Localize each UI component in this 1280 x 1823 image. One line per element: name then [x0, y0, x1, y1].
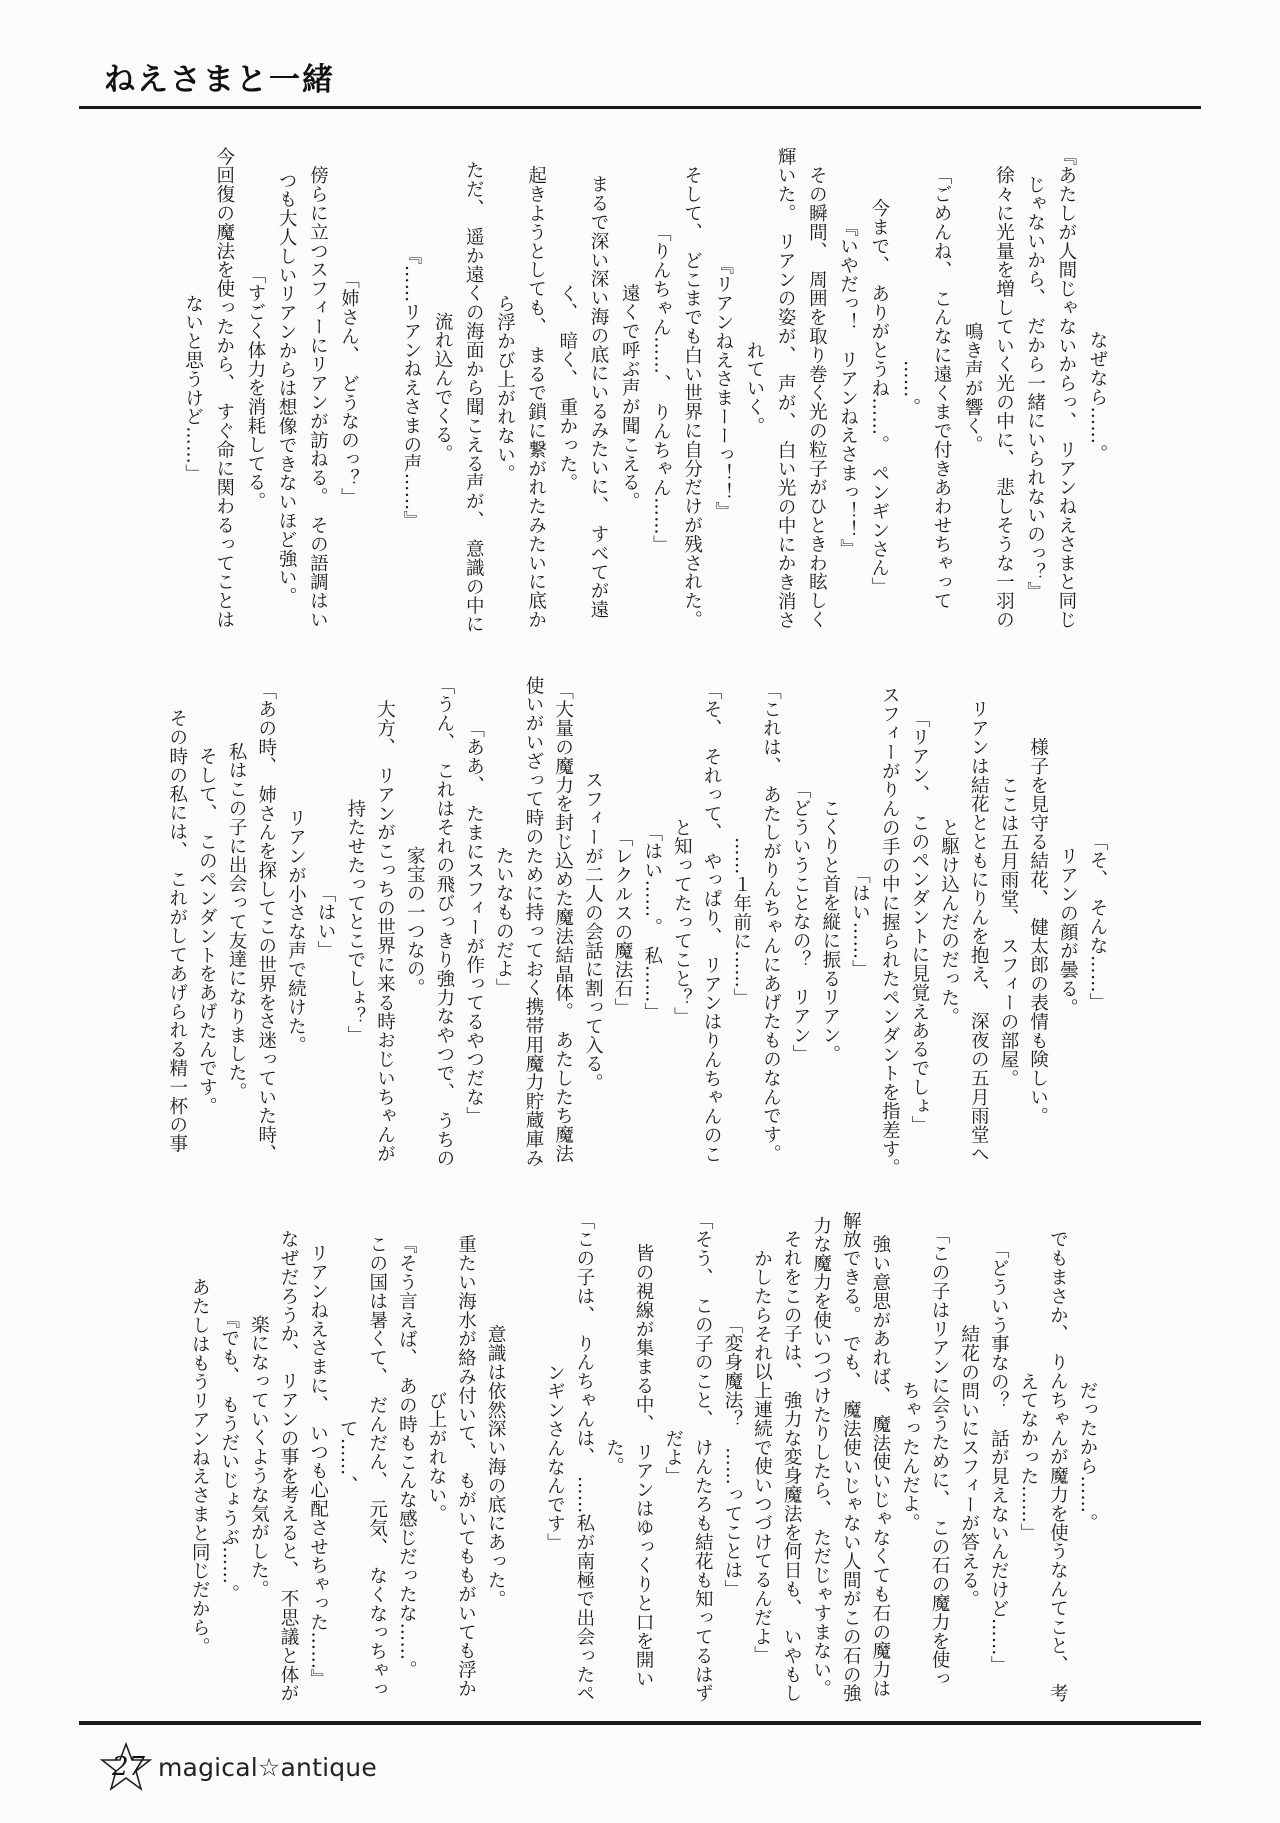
line-text: あたしはもうリアンねえさまと同じだから。: [189, 1258, 211, 1656]
line-text: 『あたしが人間じゃないからっ、 リアンねえさまと同じ: [1055, 146, 1077, 630]
text-line: [638, 145, 672, 631]
text-line: [631, 677, 661, 1167]
text-line: [919, 145, 953, 631]
line-text: 家宝の一つなの。: [404, 846, 426, 998]
line-text: 『……リアンねえさまの声……』: [400, 246, 422, 530]
text-line: [453, 677, 483, 1167]
line-text: 重たい海水が絡み付いて、 もがいてももがいても浮か: [455, 1215, 477, 1699]
page-footer: [98, 1742, 377, 1792]
text-line: [245, 677, 275, 1167]
text-line: [420, 145, 454, 631]
text-line: [898, 677, 928, 1167]
text-line: [794, 145, 828, 631]
line-text: 「うん、 これはそれの飛びっきり強力なやつで、 うちの: [433, 676, 455, 1168]
header-rule: [79, 106, 1201, 109]
text-line: [386, 1212, 416, 1702]
line-text: 「そ、 それって、 やっぱり、 リアンはりんちゃんのこ: [701, 680, 723, 1164]
text-line: [682, 1212, 712, 1702]
line-text: ら浮かび上がれない。: [494, 293, 516, 483]
line-text: なぜなら……。: [1087, 312, 1108, 464]
text-block-top: [170, 142, 1108, 634]
text-line: [202, 145, 233, 631]
line-text: 『そう言えば、 あの時もこんな感じだったな……。: [396, 1234, 418, 1680]
text-line: [275, 677, 305, 1167]
text-line: [741, 1212, 771, 1702]
line-text: 強い意思があれば、 魔法使いじゃなくても石の魔力は: [869, 1215, 891, 1699]
page-number: 27: [112, 1752, 146, 1782]
text-line: [750, 677, 780, 1167]
text-line: [483, 677, 513, 1167]
line-text: だよ」: [662, 1428, 684, 1486]
line-text: ただ、 遥か遠くの海面から聞こえる声が、 意識の中に: [463, 142, 485, 634]
line-text: 「あの時、 姉さんを探してこの世界をさ迷っていた時、: [255, 680, 277, 1164]
line-text: だったから……。: [1077, 1381, 1098, 1533]
line-text: 「そう、 この子のこと、 けんたろも結花も知ってるはず: [692, 1211, 714, 1703]
line-text: 「姉さん、 どうなのっ？」: [338, 269, 360, 507]
line-text: ここは五月雨堂、 スフィーの部屋。: [997, 756, 1019, 1088]
text-line: [264, 145, 298, 631]
line-text: た。: [603, 1438, 625, 1476]
line-text: えてなかった……」: [1017, 1371, 1039, 1543]
text-line: [364, 677, 394, 1167]
text-line: [1044, 145, 1075, 631]
line-text: 「はい」: [315, 884, 337, 960]
line-text: つも大人しいリアンからは想像できないほど強い。: [276, 170, 298, 606]
line-text: まるで深い深い海の底にいるみたいに、 すべてが遠: [588, 156, 609, 620]
text-line: [859, 1212, 889, 1702]
text-line: [542, 677, 572, 1167]
text-line: [623, 1212, 653, 1702]
text-line: [987, 677, 1017, 1167]
line-text: じゃないから、 だから一緒にいられないのっ？』: [1024, 175, 1046, 601]
text-line: [563, 1212, 593, 1702]
text-line: [948, 1212, 978, 1702]
line-text: 「ああ、 たまにスフィーが作ってるやつだな」: [463, 718, 485, 1126]
line-text: リアンねえさまに、 いつも心配させちゃった……』: [307, 1225, 329, 1689]
text-line: [732, 145, 763, 631]
text-line: [825, 145, 859, 631]
line-text: と知ってたってこと？」: [671, 818, 693, 1026]
line-text: れていく。: [743, 340, 765, 436]
text-line: [513, 145, 547, 631]
line-text: 遠くで呼ぶ声が聞こえる。: [619, 265, 641, 511]
text-line: [830, 1212, 860, 1702]
line-text: 今まで、 ありがとうね……。 ペンギンさん」: [868, 179, 890, 597]
text-line: [327, 1212, 357, 1702]
text-line: [572, 677, 602, 1167]
line-text: かしたらそれ以上連続で使いつづけてるんだよ」: [751, 1249, 773, 1665]
line-text: 持たせたってとこでしょ？」: [344, 799, 366, 1045]
text-line: [981, 145, 1015, 631]
text-line: [958, 677, 988, 1167]
line-text: 『いやだっ！ リアンねえさまっ！！』: [837, 217, 859, 559]
line-text: スフィーがりんの手の中に握られたペンダントを指差す。: [879, 666, 901, 1178]
line-text: 「すごく体力を消耗してる。: [244, 265, 266, 511]
line-text: 「ごめんね、 こんなに遠くまで付きあわせちゃって: [931, 165, 953, 611]
text-line: [839, 677, 869, 1167]
text-line: [809, 677, 839, 1167]
text-line: [451, 142, 485, 634]
text-line: [1076, 677, 1106, 1167]
text-line: [512, 677, 542, 1167]
text-line: [304, 677, 337, 1167]
text-line: [267, 1212, 297, 1702]
line-text: リアンの顔が曇る。: [1057, 827, 1079, 1017]
text-line: [326, 145, 360, 631]
text-line: [1007, 1212, 1037, 1702]
line-text: この国は暑くて、 だんだん、 元気、 なくなっちゃっ: [366, 1215, 388, 1699]
text-line: [423, 677, 453, 1167]
blank-line: [504, 1212, 534, 1702]
text-line: [208, 1212, 238, 1702]
text-line: [928, 677, 958, 1167]
text-line: [1012, 145, 1046, 631]
line-text: こくりと首を縦に振るリアン。: [819, 780, 841, 1064]
line-text: 皆の視線が集まる中、 リアンはゆっくりと口を開い: [633, 1225, 655, 1689]
text-line: [475, 1212, 505, 1702]
line-text: その瞬間、 周囲を取り巻く光の粒子がひときわ眩しく: [806, 146, 828, 630]
page-number-badge: [98, 1742, 154, 1792]
line-text: 様子を見守る結花、 健太郎の表情も険しい。: [1027, 718, 1049, 1126]
line-text: ……。: [899, 359, 921, 417]
line-text: 「はい……。 私……」: [641, 822, 663, 1022]
text-line: [888, 145, 919, 631]
text-line: [593, 1212, 623, 1702]
text-line: [445, 1212, 475, 1702]
text-line: [156, 677, 186, 1167]
text-line: [1066, 1212, 1096, 1702]
line-text: スフィーが二人の会話に割って入る。: [582, 751, 604, 1093]
line-text: 使いがいざって時のために持っておく携帯用魔力貯蔵庫み: [522, 676, 544, 1168]
text-line: [869, 666, 901, 1178]
line-text: 「大量の魔力を封じ込めた魔法結晶体。 あたしたち魔法: [552, 680, 574, 1164]
text-line: [918, 1212, 951, 1702]
line-text: 結花の問いにスフィーが答える。: [958, 1305, 980, 1609]
text-line: [779, 677, 812, 1167]
text-line: [763, 145, 797, 631]
text-line: [770, 1211, 803, 1703]
text-line: [482, 145, 516, 631]
line-text: て……、: [337, 1419, 359, 1495]
text-line: [711, 1212, 741, 1702]
line-text: ンギンさんなんです」: [544, 1362, 566, 1552]
line-text: ないと思うけど……」: [182, 293, 204, 483]
text-line: [690, 677, 723, 1167]
text-line: [978, 1212, 1008, 1702]
line-text: 力な魔力を使いつづけたりしたら、 ただじゃすまない。: [810, 1215, 832, 1699]
text-line: [170, 145, 204, 631]
text-line: [1037, 1212, 1067, 1702]
blank-line: [358, 145, 389, 631]
text-line: [1075, 145, 1106, 631]
text-line: [238, 1212, 268, 1702]
line-text: そして、 どこまでも白い世界に自分だけが残された。: [681, 146, 703, 630]
publication-name: magical☆antique: [158, 1752, 377, 1782]
text-line: [607, 145, 641, 631]
text-line: [389, 145, 420, 631]
text-block-bottom: [179, 1212, 1096, 1702]
text-line: [601, 677, 631, 1167]
line-text: 『リアンねえさまーーっ！！』: [712, 255, 734, 521]
text-line: [889, 1212, 919, 1702]
footer-rule: [79, 1721, 1201, 1725]
line-text: 「どういうことなの？ リアン」: [790, 780, 812, 1064]
line-text: 流れ込んでくる。: [432, 312, 454, 464]
text-line: [720, 677, 750, 1167]
line-text: ちゃったんだよ。: [899, 1381, 921, 1533]
line-text: 起きようとしても、 まるで鎖に繋がれたみたいに底か: [525, 146, 547, 630]
chapter-title: ねえさまと一緒: [104, 62, 335, 98]
text-line: [394, 677, 424, 1167]
line-text: 「この子はリアンに会うために、 この石の魔力を使っ: [929, 1225, 951, 1689]
line-text: 「これは、 あたしがりんちゃんにあげたものなんです。: [760, 680, 782, 1164]
text-line: [534, 1212, 564, 1702]
text-line: [356, 1212, 386, 1702]
line-text: 「はい……」: [849, 865, 871, 979]
line-text: く、 暗く、 重かった。: [556, 283, 578, 493]
text-line: [233, 145, 264, 631]
text-line: [297, 1212, 327, 1702]
line-text: リアンが小さな声で続けた。: [285, 789, 307, 1055]
line-text: 「変身魔法？ ……ってことは」: [721, 1315, 743, 1599]
line-text: 『でも、 もうだいじょうぶ……。: [218, 1310, 240, 1604]
line-text: 鳴き声が響く。: [962, 321, 984, 455]
line-text: と駆け込んだのだった。: [938, 818, 960, 1026]
line-text: 解放できる。 でも、 魔法使いじゃない人間がこの石の強: [840, 1211, 862, 1703]
text-line: [652, 1212, 682, 1702]
line-text: 「レクルスの魔法石」: [612, 827, 633, 1017]
text-line: [545, 145, 576, 631]
line-text: 徐々に光量を増していく光の中に、 悲しそうな一羽の: [993, 146, 1015, 630]
text-line: [186, 677, 216, 1167]
line-text: 輝いた。 リアンの姿が、 声が、 白い光の中にかき消さ: [775, 146, 797, 630]
line-text: 「リアン、 このペンダントに見覚えあるでしょ」: [908, 709, 930, 1135]
line-text: 今回復の魔法を使ったから、 すぐ命に関わるってことは: [213, 146, 235, 630]
text-line: [661, 677, 691, 1167]
line-text: 「どういう事なの？ 話が見えないんだけど……」: [988, 1239, 1010, 1675]
text-line: [669, 145, 703, 631]
text-line: [334, 677, 364, 1167]
text-line: [576, 145, 607, 631]
line-text: 意識は依然深い海の底にあった。: [485, 1305, 507, 1609]
text-line: [1047, 677, 1077, 1167]
line-text: 大方、 リアンがこっちの世界に来る時おじいちゃんが: [374, 680, 396, 1164]
line-text: 私はこの子に出会って友達になりました。: [226, 742, 248, 1102]
line-text: ……１年前に……」: [730, 836, 752, 1008]
text-line: [701, 145, 732, 631]
text-line: [857, 145, 888, 631]
line-text: 傍らに立つスフィーにリアンが訪ねる。 その語調はい: [307, 146, 329, 630]
line-text: そして、 このペンダントをあげたんです。: [196, 728, 218, 1116]
line-text: たいなものだよ」: [493, 846, 515, 998]
line-text: び上がれない。: [425, 1390, 447, 1524]
line-text: なぜだろうか、 リアンの事を考えると、 不思議と体が: [277, 1211, 299, 1703]
line-text: 「りんちゃん……、 りんちゃん……」: [650, 222, 672, 554]
text-line: [1017, 677, 1047, 1167]
line-text: 「この子は、 りんちゃんは、 ……私が南極で出会ったペ: [573, 1211, 595, 1703]
line-text: 「そ、 そんな……」: [1087, 832, 1108, 1012]
text-line: [179, 1212, 209, 1702]
text-line: [295, 145, 329, 631]
line-text: 楽になっていくような気がした。: [248, 1315, 270, 1599]
text-line: [215, 677, 248, 1167]
line-text: それをこの子は、 強力な変身魔法を何日も、 いやもし: [781, 1211, 803, 1703]
text-line: [950, 145, 984, 631]
text-block-middle: [156, 666, 1108, 1178]
line-text: でもまさか、 りんちゃんが魔力を使うなんてこと、 考: [1047, 1211, 1069, 1703]
line-text: その時の私には、 これがしてあげられる精一杯の事: [166, 690, 188, 1154]
text-line: [415, 1212, 445, 1702]
line-text: リアンは結花とともにりんを抱え、 深夜の五月雨堂へ: [968, 680, 990, 1164]
text-line: [800, 1212, 830, 1702]
